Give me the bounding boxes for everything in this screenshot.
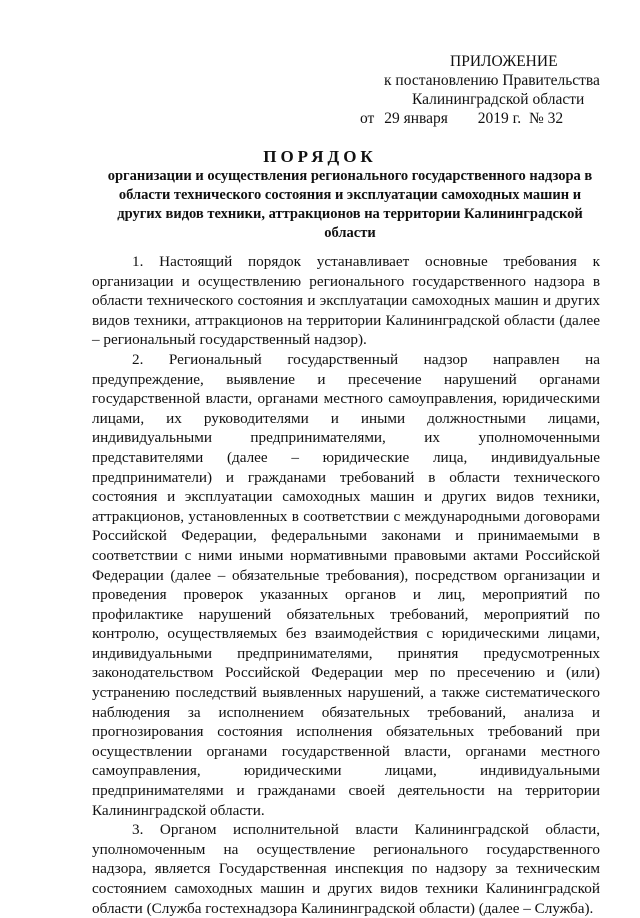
document-number: № 32: [529, 110, 564, 127]
document-subtitle: организации и осуществления регионального государственного надзора в области технического состояния и эксплуатации самоходных машин и других видов техники, аттракционов на территории Калининградской области: [107, 168, 593, 241]
document-body: [92, 252, 600, 918]
date-day-month: 29 января: [384, 110, 448, 127]
document-title: ПОРЯДОК: [263, 147, 377, 166]
appendix-region-line: Калининградской области: [412, 91, 585, 108]
appendix-label: ПРИЛОЖЕНИЕ: [450, 53, 558, 70]
date-year: 2019 г.: [477, 110, 522, 127]
paragraph-2: 2. Региональный государственный надзор направлен на предупреждение, выявление и пресечение нарушений органами государственной власти, органами местного самоуправления, юридическими лицами, их руководителями и иными должностными лицами, индивидуальными предпринимателями, их уполномоченными представителями (далее – юридические лица, индивидуальные предприниматели) и гражданами требований в области технического состояния и эксплуатации самоходных машин и других видов техники, аттракционов, установленных в соответствии с международными договорами Российской Федерации, федеральными законами и принимаемыми в соответствии с ними иными нормативными правовыми актами Российской Федерации (далее – обязательные требования), посредством организации и проведения проверок указанных органов и лиц, мероприятий по профилактике нарушений обязательных требований, мероприятий по контролю, осуществляемых без взаимодействия с юридическими лицами, индивидуальными предпринимателями, принятия предусмотренных законодательством Российской Федерации мер по пресечению и (или) устранению последствий выявленных нарушений, а также систематического наблюдения за исполнением обязательных требований, анализа и прогнозирования состояния исполнения обязательных требований при осуществлении органами государственной власти, органами местного самоуправления, юридическими лицами, индивидуальными предпринимателями и гражданами своей деятельности на территории Калининградской области.: [92, 350, 600, 819]
appendix-resolution-line: к постановлению Правительства: [384, 72, 600, 89]
paragraph-3: 3. Органом исполнительной власти Калининградской области, уполномоченным на осуществление регионального государственного надзора, является Государственная инспекция по надзору за техническим состоянием самоходных машин и других видов техники Калининградской области (Служба гостехнадзора Калининградской области) (далее – Служба).: [92, 821, 600, 917]
paragraph-1: 1. Настоящий порядок устанавливает основные требования к организации и осуществлению регионального государственного надзора в области технического состояния и эксплуатации самоходных машин и других видов техники, аттракционов на территории Калининградской области (далее – региональный государственный надзор).: [92, 253, 600, 349]
appendix-block: [360, 52, 610, 128]
date-prefix: от: [360, 110, 375, 127]
appendix-date-line: [360, 109, 610, 128]
